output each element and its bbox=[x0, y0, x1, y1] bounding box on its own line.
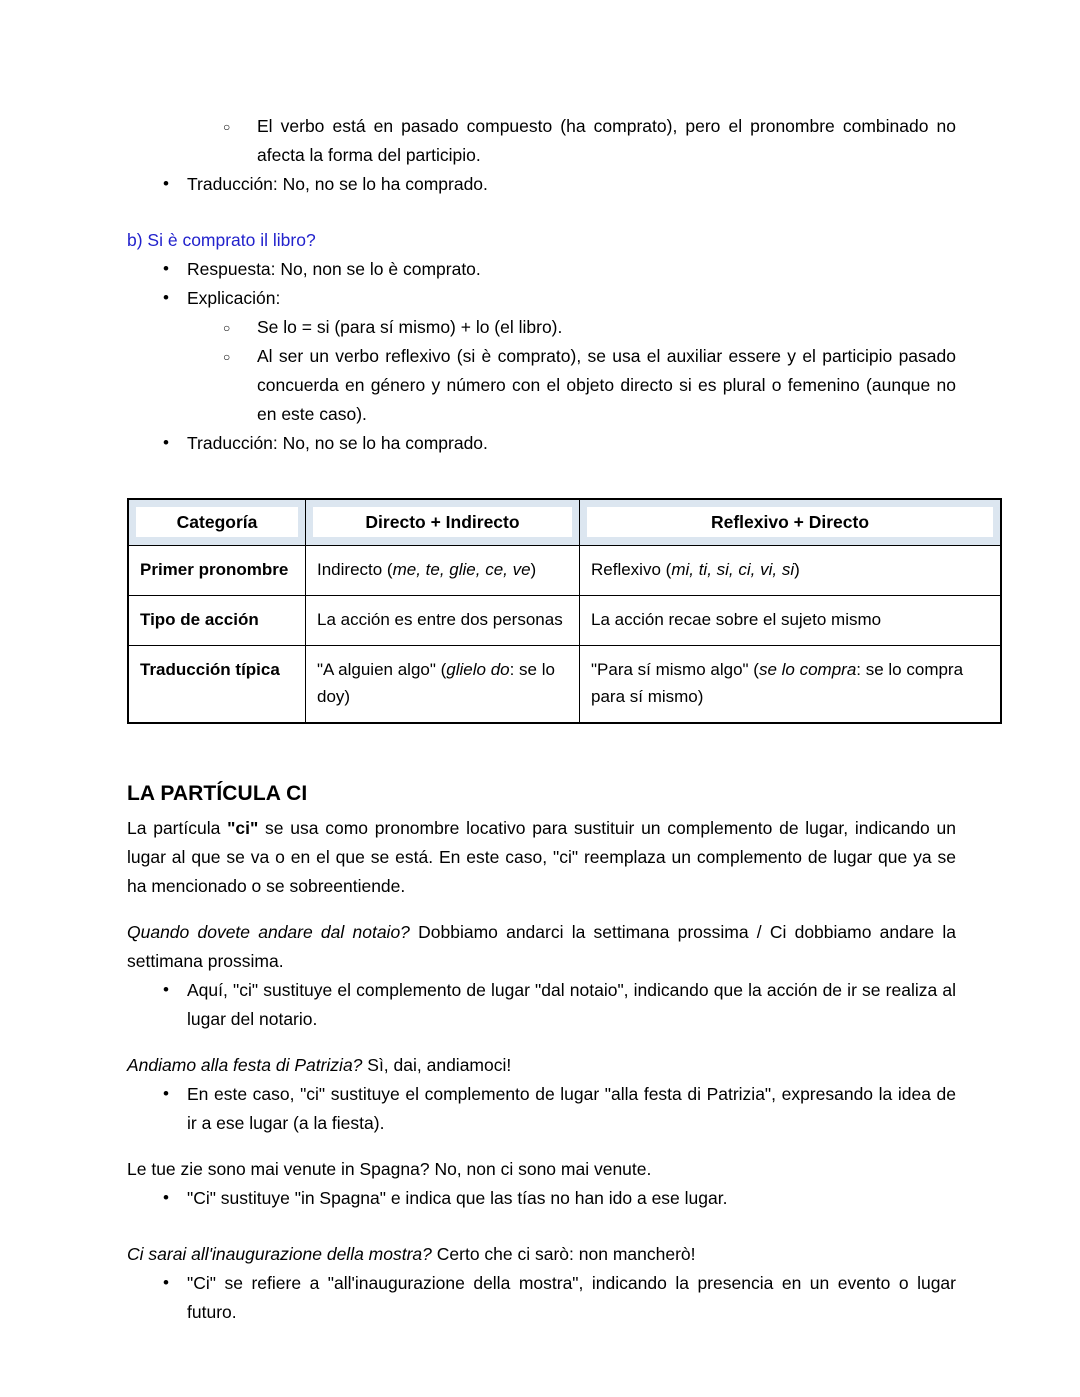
list-item: • "Ci" se refiere a "all'inaugurazione della mostra", indicando la presencia en un evento o lugar futuro. bbox=[127, 1269, 956, 1327]
example-italic: Andiamo alla festa di Patrizia? bbox=[127, 1055, 363, 1075]
cell-directo-indirecto bbox=[306, 546, 580, 596]
example-sentence bbox=[127, 1155, 956, 1184]
table-header-cell-directo-indirecto bbox=[306, 499, 580, 546]
list-item: • En este caso, "ci" sustituye el complemento de lugar "alla festa di Patrizia", expresando la idea de ir a ese lugar (a la fiesta). bbox=[127, 1080, 956, 1138]
cell-text-pre: La acción recae sobre el sujeto mismo bbox=[591, 610, 882, 629]
cell-text-italic: me, te, glie, ce, ve bbox=[392, 560, 531, 579]
table-row bbox=[128, 546, 1001, 596]
section-a-tail bbox=[127, 112, 956, 199]
cell-reflexivo-directo bbox=[580, 596, 1002, 646]
example-plain: Sì, dai, andiamoci! bbox=[362, 1055, 512, 1075]
header-label: Directo + Indirecto bbox=[313, 507, 572, 537]
list-item: ○ El verbo está en pasado compuesto (ha comprato), pero el pronombre combinado no afecta la forma del participio. bbox=[127, 112, 956, 170]
section-a-main-list bbox=[127, 170, 956, 199]
spacer bbox=[127, 458, 956, 498]
header-label: Reflexivo + Directo bbox=[587, 507, 993, 537]
example-sentence bbox=[127, 918, 956, 976]
example-note-list bbox=[127, 1184, 956, 1213]
table-header-cell-reflexivo-directo bbox=[580, 499, 1002, 546]
cell-text-pre: "Para sí mismo algo" ( bbox=[591, 660, 759, 679]
example-plain: Dobbiamo andarci la settimana prossima / Ci dobbiamo andare la settimana prossima. bbox=[127, 922, 956, 971]
list-item: • Aquí, "ci" sustituye el complemento de lugar "dal notaio", indicando que la acción de ir se realiza al lugar del notario. bbox=[127, 976, 956, 1034]
section-b-heading: b) Si è comprato il libro? bbox=[127, 230, 316, 250]
table-header-row bbox=[128, 499, 1001, 546]
section-title: LA PARTÍCULA CI bbox=[127, 782, 308, 805]
cell-reflexivo-directo bbox=[580, 646, 1002, 724]
cell-text-pre: "A alguien algo" ( bbox=[317, 660, 447, 679]
table-row bbox=[128, 646, 1001, 724]
intro-post: se usa como pronombre locativo para sustituir un complemento de lugar, indicando un lugar al que se va o en el que se está. En este caso, "ci" reemplaza un complemento de lugar que ya se ha mencionado o se sobreentiende. bbox=[127, 818, 956, 896]
example-block-3 bbox=[127, 1155, 956, 1213]
example-note-list bbox=[127, 976, 956, 1034]
table-header-cell-categoria bbox=[128, 499, 306, 546]
spacer bbox=[127, 724, 956, 780]
example-block-2 bbox=[127, 1051, 956, 1138]
section-particula-ci bbox=[127, 780, 956, 1327]
intro-pre: La partícula bbox=[127, 818, 228, 838]
cell-text-post: : se lo compra para sí mismo) bbox=[591, 660, 964, 706]
intro-bold-ci: "ci" bbox=[227, 818, 259, 838]
section-b-list bbox=[127, 255, 956, 458]
row-label: Tipo de acción bbox=[128, 596, 306, 646]
explanation-sub-list bbox=[187, 313, 956, 429]
header-label: Categoría bbox=[136, 507, 298, 537]
cell-directo-indirecto bbox=[306, 646, 580, 724]
row-label: Traducción típica bbox=[128, 646, 306, 724]
cell-text-post: ) bbox=[794, 560, 800, 579]
table-row bbox=[128, 596, 1001, 646]
cell-directo-indirecto bbox=[306, 596, 580, 646]
comparison-table bbox=[127, 498, 1002, 724]
cell-text-pre: La acción es entre dos personas bbox=[317, 610, 563, 629]
example-plain: Certo che ci sarò: non mancherò! bbox=[431, 1244, 696, 1264]
spacer bbox=[127, 1138, 956, 1155]
cell-text-pre: Reflexivo ( bbox=[591, 560, 672, 579]
list-item: ○ Se lo = si (para sí mismo) + lo (el libro). bbox=[187, 313, 956, 342]
comparison-table-wrapper bbox=[127, 498, 964, 724]
example-sentence bbox=[127, 1240, 956, 1269]
cell-text-italic: glielo do bbox=[446, 660, 510, 679]
example-block-1 bbox=[127, 918, 956, 1034]
spacer bbox=[127, 1034, 956, 1051]
cell-text-italic: mi, ti, si, ci, vi, si bbox=[671, 560, 795, 579]
list-item: • "Ci" sustituye "in Spagna" e indica que las tías no han ido a ese lugar. bbox=[127, 1184, 956, 1213]
list-item-traduccion: • Traducción: No, no se lo ha comprado. bbox=[127, 429, 956, 458]
section-a-sub-list bbox=[127, 112, 956, 170]
cell-reflexivo-directo bbox=[580, 546, 1002, 596]
list-item-respuesta: • Respuesta: No, non se lo è comprato. bbox=[127, 255, 956, 284]
cell-text-post: ) bbox=[530, 560, 537, 579]
cell-text-pre: Indirecto ( bbox=[317, 560, 393, 579]
spacer bbox=[127, 1213, 956, 1240]
list-item: • Traducción: No, no se lo ha comprado. bbox=[127, 170, 956, 199]
example-block-4 bbox=[127, 1240, 956, 1327]
spacer bbox=[127, 901, 956, 918]
list-item: ○ Al ser un verbo reflexivo (si è comprato), se usa el auxiliar essere y el participio pasado concuerda en género y número con el objeto directo si es plural o femenino (aunque no en este caso). bbox=[187, 342, 956, 429]
table-header bbox=[128, 499, 1001, 546]
cell-text-post: : se lo doy) bbox=[317, 660, 555, 706]
example-note-list bbox=[127, 1269, 956, 1327]
example-italic: Ci sarai all'inaugurazione della mostra? bbox=[127, 1244, 432, 1264]
list-item-explicacion bbox=[127, 284, 956, 429]
row-label: Primer pronombre bbox=[128, 546, 306, 596]
example-plain: Le tue zie sono mai venute in Spagna? No, non ci sono mai venute. bbox=[127, 1159, 652, 1179]
intro-paragraph bbox=[127, 814, 956, 901]
section-b bbox=[127, 226, 956, 458]
example-sentence bbox=[127, 1051, 956, 1080]
example-italic: Quando dovete andare dal notaio? bbox=[127, 922, 410, 942]
example-note-list bbox=[127, 1080, 956, 1138]
spacer bbox=[127, 199, 956, 226]
cell-text-italic: se lo compra bbox=[758, 660, 857, 679]
explanation-label: Explicación: bbox=[187, 288, 281, 308]
table-body bbox=[128, 546, 1001, 724]
